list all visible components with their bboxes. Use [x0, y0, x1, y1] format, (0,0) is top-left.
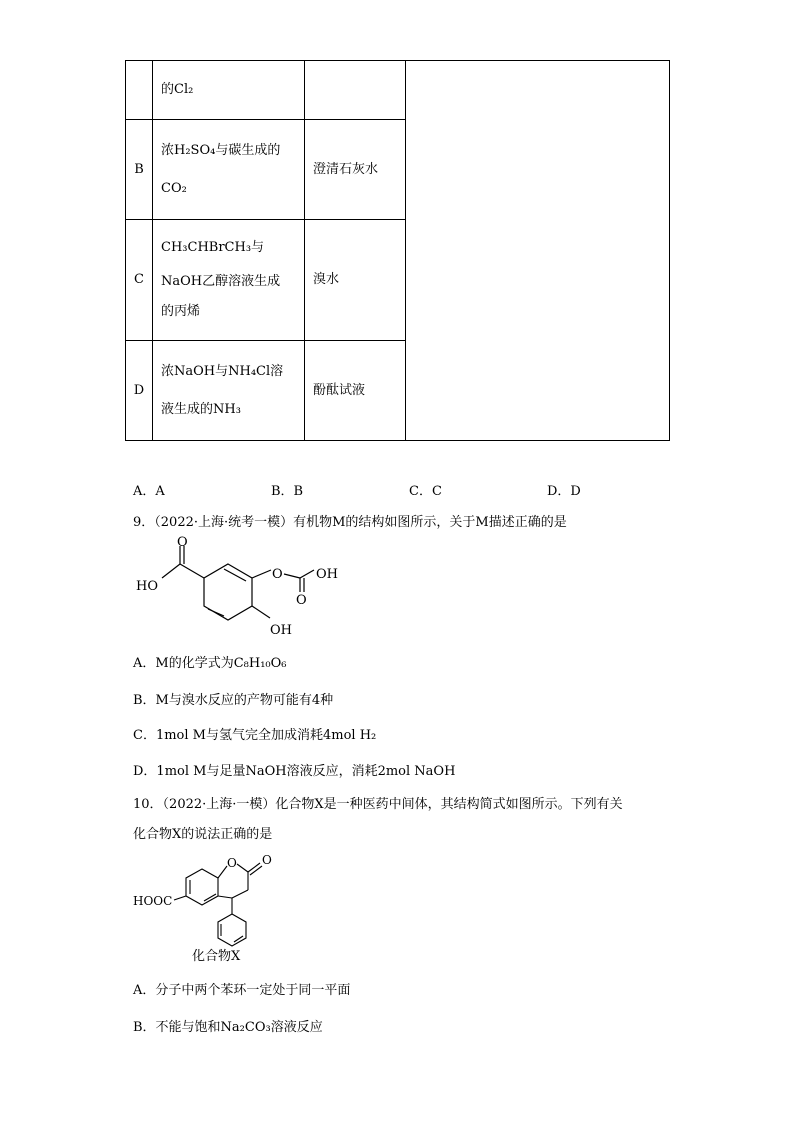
option-d: D．D	[547, 484, 581, 499]
atom-label: HO	[136, 579, 158, 594]
option-c: C．C	[409, 484, 442, 499]
atom-label: O	[262, 853, 272, 867]
option-b: B．B	[271, 484, 304, 499]
row-label: C	[126, 220, 153, 341]
reagent-cell: 澄清石灰水	[305, 120, 406, 220]
row-label	[126, 61, 153, 120]
q10-stem-line2: 化合物X的说法正确的是	[133, 827, 273, 842]
experiment-table	[125, 60, 670, 441]
atom-label: O	[177, 536, 188, 550]
atom-label: O	[296, 593, 307, 608]
gas-cell	[153, 61, 305, 120]
gas-line: CH₃CHBrCH₃与	[161, 240, 265, 255]
q10-stem-line1: 10．（2022·上海·一模）化合物X是一种医药中间体，其结构简式如图所示。下列有关	[133, 797, 623, 812]
atom-label: HOOC	[133, 894, 173, 908]
atom-label: O	[272, 567, 283, 582]
ring	[204, 564, 252, 620]
structure-x	[128, 850, 308, 968]
row-label: B	[126, 120, 153, 220]
q9-option-a: A．M的化学式为C₈H₁₀O₆	[133, 656, 287, 671]
gas-line: 的丙烯	[161, 304, 201, 319]
gas-cell	[153, 220, 305, 341]
q9-stem: 9．（2022·上海·统考一模）有机物M的结构如图所示，关于M描述正确的是	[133, 515, 567, 530]
gas-line: CO₂	[161, 180, 187, 196]
gas-line: 的Cl₂	[161, 82, 194, 97]
gas-line: 浓NaOH与NH₄Cl溶	[161, 363, 284, 379]
q10-option-a: A．分子中两个苯环一定处于同一平面	[133, 983, 351, 998]
gas-cell	[153, 341, 305, 441]
blank-merged-cell	[406, 61, 670, 441]
gas-line: 浓H₂SO₄与碳生成的	[161, 142, 281, 158]
q9-option-d: D．1mol M与足量NaOH溶液反应，消耗2mol NaOH	[133, 764, 456, 779]
atom-label: O	[227, 856, 237, 870]
reagent-cell: 酚酞试液	[305, 341, 406, 441]
row-label: D	[126, 341, 153, 441]
reagent-cell: 溴水	[305, 220, 406, 341]
reagent-cell	[305, 61, 406, 120]
table-row	[126, 61, 670, 120]
structure-caption: 化合物X	[192, 949, 241, 964]
option-a: A．A	[133, 484, 165, 499]
atom-label: OH	[270, 623, 292, 638]
gas-cell	[153, 120, 305, 220]
q9-option-b: B．M与溴水反应的产物可能有4种	[133, 693, 334, 708]
phenyl-ring	[218, 914, 246, 946]
gas-line: NaOH乙醇溶液生成	[161, 274, 281, 289]
atom-label: OH	[316, 567, 338, 582]
q9-option-c: C．1mol M与氢气完全加成消耗4mol H₂	[133, 728, 377, 743]
structure-m	[128, 536, 368, 644]
benzo-ring	[186, 869, 218, 905]
q10-option-b: B．不能与饱和Na₂CO₃溶液反应	[133, 1020, 323, 1035]
gas-line: 液生成的NH₃	[161, 401, 241, 417]
